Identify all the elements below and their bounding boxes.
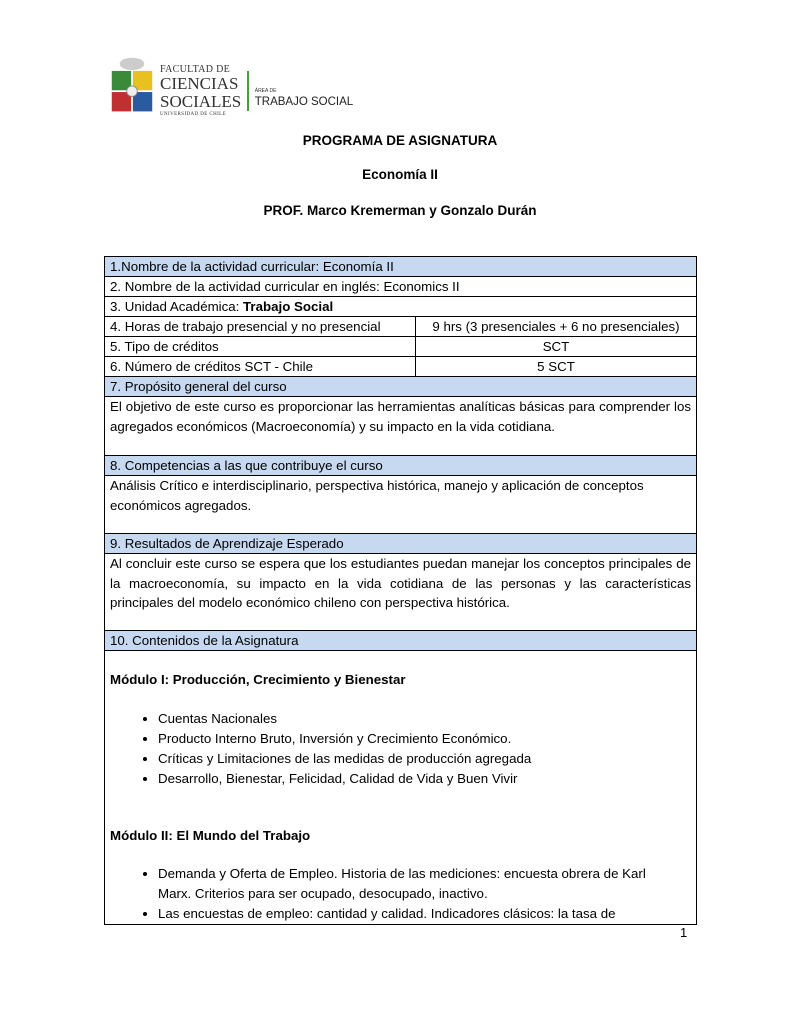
row-name: 1.Nombre de la actividad curricular: Economía II <box>105 257 697 277</box>
unit-label: 3. Unidad Académica: <box>110 299 244 314</box>
credits-value: 5 SCT <box>416 357 697 377</box>
logo-line: SOCIALES <box>160 91 242 111</box>
logo-line: CIENCIAS <box>160 74 239 94</box>
course-name: Economía II <box>362 167 438 182</box>
list-item: • Cuentas Nacionales <box>158 709 691 729</box>
course-info-table <box>104 256 697 925</box>
list-item: • Demanda y Oferta de Empleo. Historia de las mediciones: encuesta obrera de Karl Marx. Criterios para ser ocupado, desocupado, inactivo. <box>158 864 671 904</box>
competencies-text: Análisis Crítico e interdisciplinario, perspectiva histórica, manejo y aplicación de conceptos económicos agregados. <box>105 476 697 534</box>
row-unit <box>105 297 697 317</box>
module-title: Módulo II: El Mundo del Trabajo <box>110 828 311 843</box>
list-item: • Desarrollo, Bienestar, Felicidad, Calidad de Vida y Buen Vivir <box>158 769 691 789</box>
row-english-name: 2. Nombre de la actividad curricular en inglés: Economics II <box>105 277 697 297</box>
faculty-name <box>160 65 241 117</box>
outcomes-header: 9. Resultados de Aprendizaje Esperado <box>105 534 697 554</box>
module-title: Módulo I: Producción, Crecimiento y Bienestar <box>110 672 406 687</box>
credit-type-label: 5. Tipo de créditos <box>105 337 416 357</box>
purpose-text: El objetivo de este curso es proporcionar las herramientas analíticas básicas para comprender los agregados económicos (Macroeconomía) y su impacto en la vida cotidiana. <box>105 397 697 456</box>
logo-area: TRABAJO SOCIAL <box>254 96 354 108</box>
university-emblem-icon <box>110 53 154 117</box>
hours-value: 9 hrs (3 presenciales + 6 no presenciales) <box>416 317 697 337</box>
credit-type-value: SCT <box>416 337 697 357</box>
outcomes-text: Al concluir este curso se espera que los estudiantes puedan manejar los conceptos principales de la macroeconomía, su impacto en la vida cotidiana de las personas y las características principales del modelo económico chileno con perspectiva histórica. <box>105 554 697 631</box>
contents-body <box>105 651 697 925</box>
module-list <box>110 709 691 789</box>
hours-label: 4. Horas de trabajo presencial y no presencial <box>105 317 416 337</box>
logo-area-block <box>255 88 353 109</box>
contents-header: 10. Contenidos de la Asignatura <box>105 631 697 651</box>
competencies-header: 8. Competencias a las que contribuye el curso <box>105 456 697 476</box>
logo-line: UNIVERSIDAD DE CHILE <box>160 111 227 117</box>
credits-label: 6. Número de créditos SCT - Chile <box>105 357 416 377</box>
document-title: PROGRAMA DE ASIGNATURA <box>302 133 498 148</box>
list-item: • Las encuestas de empleo: cantidad y calidad. Indicadores clásicos: la tasa de <box>158 904 671 924</box>
list-item: • Producto Interno Bruto, Inversión y Crecimiento Económico. <box>158 729 691 749</box>
page-number: 1 <box>680 925 688 940</box>
logo-area-label: ÁREA DE <box>254 88 277 94</box>
list-item: • Críticas y Limitaciones de las medidas de producción agregada <box>158 749 691 769</box>
faculty-logo <box>110 45 353 117</box>
professors: PROF. Marco Kremerman y Gonzalo Durán <box>263 203 537 218</box>
module-list <box>110 864 691 924</box>
purpose-header: 7. Propósito general del curso <box>105 377 697 397</box>
unit-value: Trabajo Social <box>243 299 334 314</box>
logo-divider <box>247 71 249 111</box>
logo-line: FACULTAD DE <box>160 63 231 75</box>
